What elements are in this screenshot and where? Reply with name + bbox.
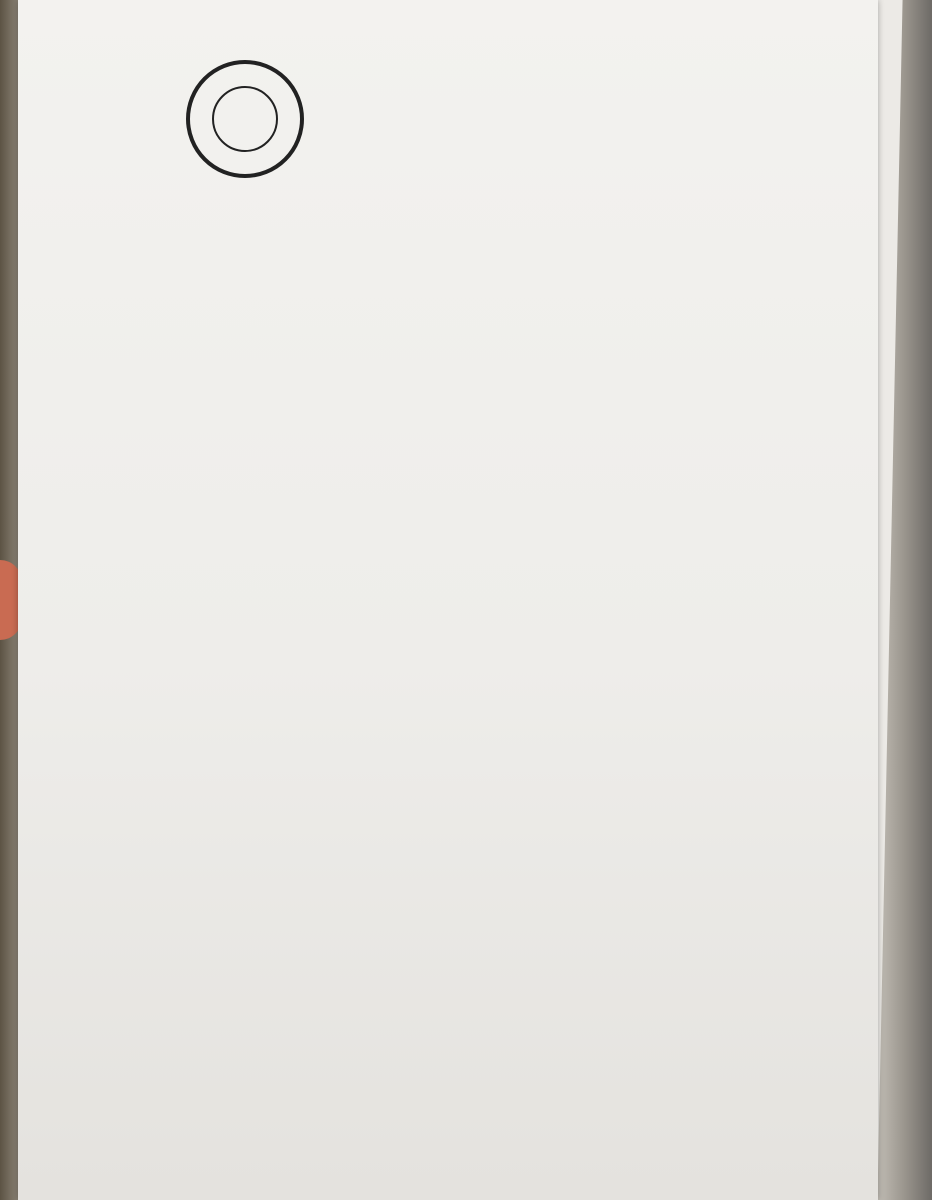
- scu-stamp: [186, 60, 304, 178]
- stamp-inner-circle: [212, 86, 278, 152]
- document-page: [18, 0, 878, 1200]
- document-content: [18, 0, 878, 1200]
